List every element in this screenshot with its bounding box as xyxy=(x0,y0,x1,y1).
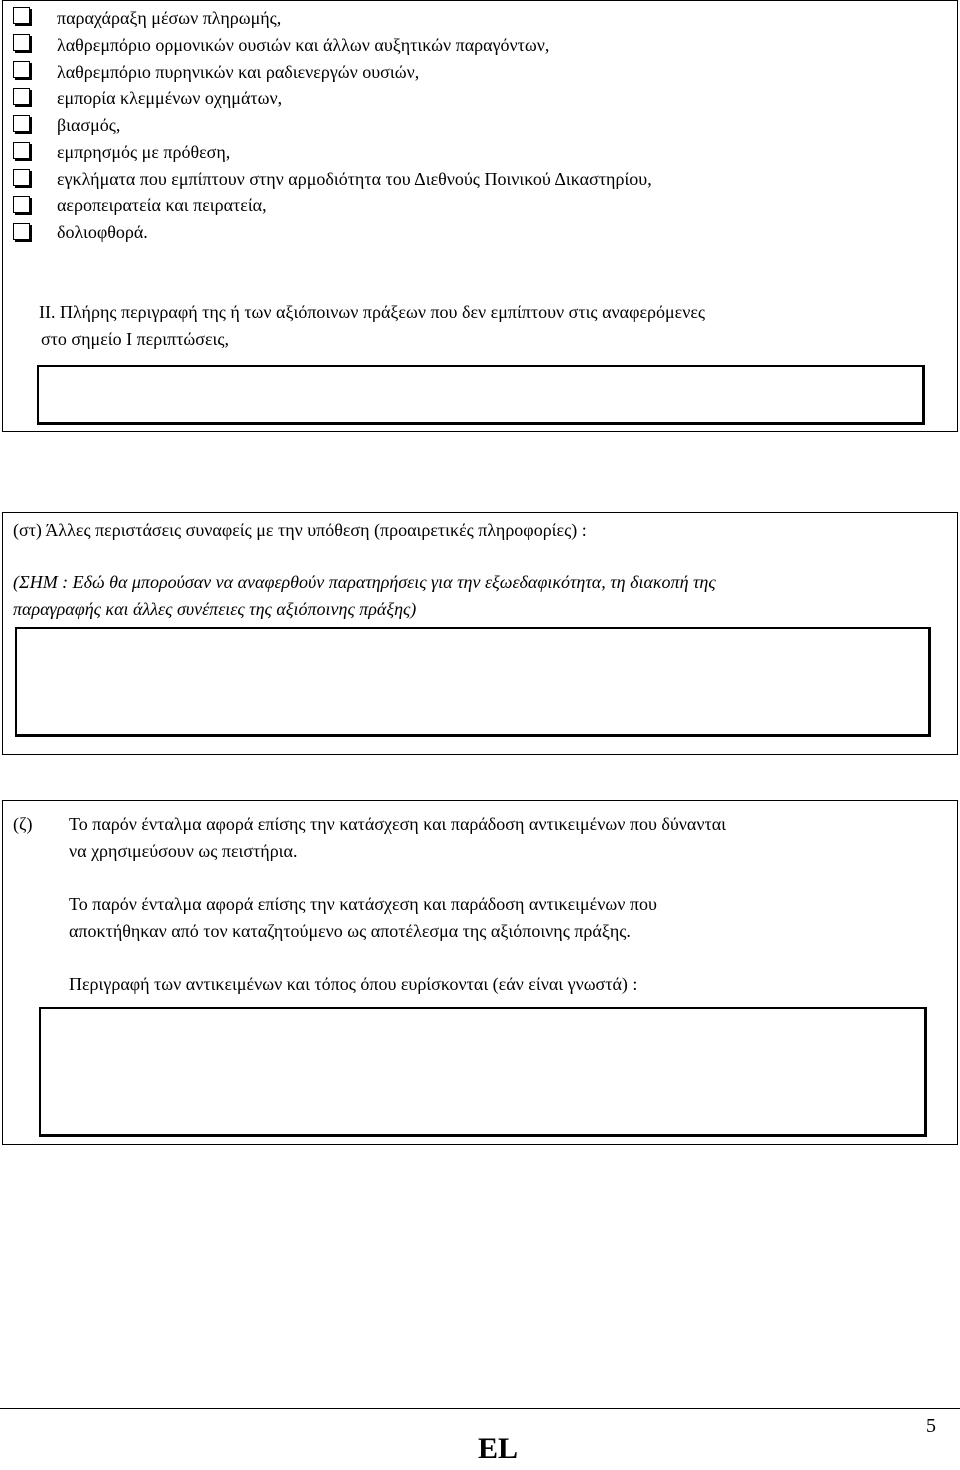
section-st-note-line1: (ΣΗΜ : Εδώ θα μπορούσαν να αναφερθούν παρατηρήσεις για την εξωεδαφικότητα, τη διακοπή της xyxy=(13,572,716,592)
objects-description-field[interactable] xyxy=(39,1007,927,1137)
checkbox-3[interactable] xyxy=(13,61,30,78)
checkbox-4[interactable] xyxy=(13,88,30,105)
language-code: EL xyxy=(478,1432,519,1465)
checklist-item-3: λαθρεμπόριο πυρηνικών και ραδιενεργών ουσιών, xyxy=(57,62,420,82)
checklist-item-9: δολιοφθορά. xyxy=(57,222,148,242)
checkbox-6[interactable] xyxy=(13,142,30,159)
section-z-p1-line1: Το παρόν ένταλμα αφορά επίσης την κατάσχεση και παράδοση αντικειμένων που δύνανται xyxy=(69,814,726,834)
checkbox-1[interactable] xyxy=(13,7,30,24)
checkbox-9[interactable] xyxy=(13,223,30,240)
checkbox-2[interactable] xyxy=(13,34,30,51)
other-circumstances-box xyxy=(2,512,958,755)
section-z-p2-line2: αποκτήθηκαν από τον καταζητούμενο ως αποτέλεσμα της αξιόποινης πράξης. xyxy=(69,921,631,941)
checklist-item-2: λαθρεμπόριο ορμονικών ουσιών και άλλων αυξητικών παραγόντων, xyxy=(57,35,550,55)
section-2-heading-cont: στο σημείο I περιπτώσεις, xyxy=(41,329,229,349)
section-z-marker: (ζ) xyxy=(13,814,33,834)
section-2-description-field[interactable] xyxy=(37,365,925,425)
checklist-item-7: εγκλήματα που εμπίπτουν στην αρμοδιότητα του Διεθνούς Ποινικού Δικαστηρίου, xyxy=(57,169,652,189)
page-number: 5 xyxy=(926,1415,936,1437)
checklist-item-6: εμπρησμός με πρόθεση, xyxy=(57,142,231,162)
section-z-p2-line1: Το παρόν ένταλμα αφορά επίσης την κατάσχεση και παράδοση αντικειμένων που xyxy=(69,894,657,914)
section-z-p1-line2: να χρησιμεύσουν ως πειστήρια. xyxy=(69,841,298,861)
checklist-item-8: αεροπειρατεία και πειρατεία, xyxy=(57,195,267,215)
checklist-item-4: εμπορία κλεμμένων οχημάτων, xyxy=(57,88,283,108)
other-circumstances-field[interactable] xyxy=(15,627,931,737)
section-2-heading: II. Πλήρης περιγραφή της ή των αξιόποινων πράξεων που δεν εμπίπτουν στις αναφερόμενες xyxy=(39,302,706,322)
checklist-item-1: παραχάραξη μέσων πληρωμής, xyxy=(57,8,282,28)
checklist-item-5: βιασμός, xyxy=(57,115,121,135)
crimes-checklist-box xyxy=(2,0,958,432)
checkbox-5[interactable] xyxy=(13,115,30,132)
section-st-heading: (στ) Άλλες περιστάσεις συναφείς με την υπόθεση (προαιρετικές πληροφορίες) : xyxy=(13,520,587,540)
checkbox-7[interactable] xyxy=(13,169,30,186)
section-z-p3: Περιγραφή των αντικειμένων και τόπος όπου ευρίσκονται (εάν είναι γνωστά) : xyxy=(69,974,638,994)
footer-divider xyxy=(0,1408,960,1409)
seizure-box xyxy=(2,800,958,1145)
checkbox-8[interactable] xyxy=(13,196,30,213)
section-st-note-line2: παραγραφής και άλλες συνέπειες της αξιόποινης πράξης) xyxy=(13,599,417,619)
